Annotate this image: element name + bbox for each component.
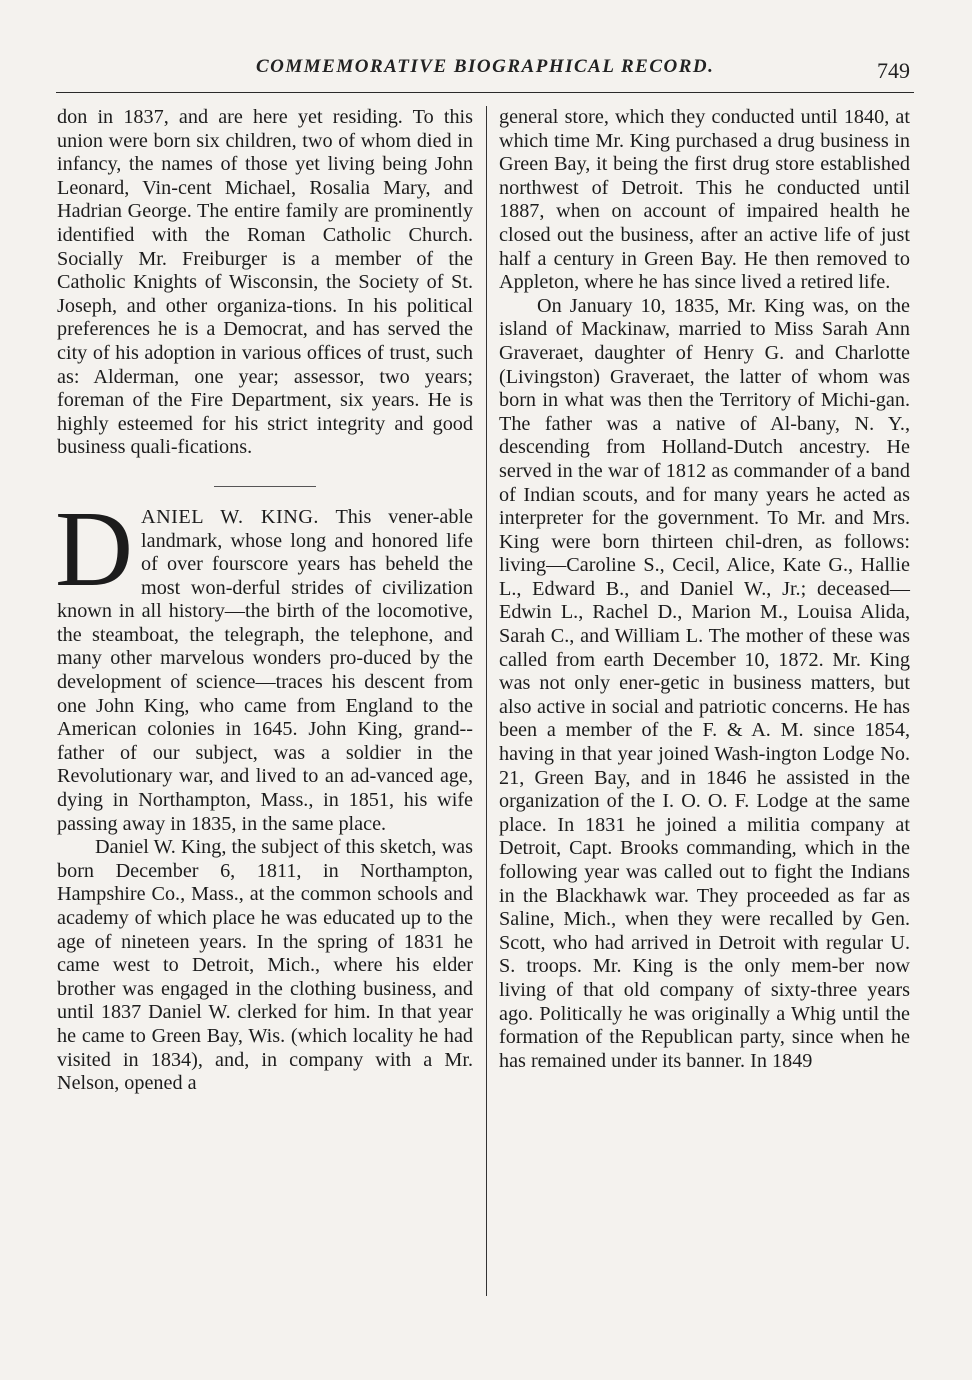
king-business-paragraph: general store, which they conducted until 1840, at which time Mr. King purchased a drug business in Green Bay, it being the first drug store established northwest of Detroit. This he conducted until 1887, when on account of impaired health he closed out the business, after an active life of just half a century in Green Bay. He then removed to Appleton, where he has since lived a retired life. bbox=[499, 106, 910, 294]
page-number: 749 bbox=[877, 58, 910, 83]
running-head-title: COMMEMORATIVE BIOGRAPHICAL RECORD. bbox=[256, 56, 715, 77]
column-divider-rule bbox=[486, 106, 487, 1296]
king-intro-paragraph bbox=[55, 489, 474, 836]
section-divider bbox=[57, 460, 473, 506]
left-column bbox=[57, 106, 473, 1096]
king-intro-text: This vener-able landmark, whose long and honored life of over fourscore years has beheld the most won-derful strides of civilization known in all history—the birth of the locomotive, the steamboat, the telegraph, the telephone, and many other marvelous wonders pro-duced by the development of science—traces his descent from one John King, who came from England to the American colonies in 1645. John King, grand-father of our subject, was a soldier in the Revolutionary war, and lived to an ad-vanced age, dying in Northampton, Mass., in 1851, his wife passing away in 1835, in the same place. bbox=[57, 505, 474, 835]
drop-cap-letter: D bbox=[55, 489, 133, 609]
page-header bbox=[56, 52, 914, 93]
subject-name-heading: ANIEL W. KING. bbox=[141, 505, 319, 528]
king-family-paragraph: On January 10, 1835, Mr. King was, on the island of Mackinaw, married to Miss Sarah Ann Graveraet, daughter of Henry G. and Charlotte (Livingston) Graveraet, the latter of whom was born in what was then the Territory of Michi-gan. The father was a native of Al-bany, N. Y., descending from Holland-Dutch ancestry. He served in the war of 1812 as commander of a band of Indian scouts, and for many years he acted as interpreter for the government. To Mr. and Mrs. King were born thirteen chil-dren, as follows: living—Caroline S., Cecil, Alice, Kate G., Hallie L., Edward B., and Daniel W., Jr.; deceased—Edwin L., Rachel D., Marion M., Louisa Alida, Sarah C., and William L. The mother of these was called from earth December 10, 1872. Mr. King was not only ener-getic in business matters, but also active in social and patriotic concerns. He has been a member of the F. & A. M. since 1854, having in that year joined Wash-ington Lodge No. 21, Green Bay, and in 1846 he assisted in the organization of the I. O. O. F. Lodge at the same place. In 1831 he joined a militia company at Detroit, Capt. Brooks commanding, which in the following year was called out to fight the Indians in the Blackhawk war. They proceeded as far as Saline, Mich., when they were recalled by Gen. Scott, who had arrived in Detroit with regular U. S. troops. Mr. King is the only mem-ber now living of that old company of sixty-three years ago. Politically he was originally a Whig until the formation of the Republican party, since when he has remained under its banner. In 1849 bbox=[499, 294, 910, 1072]
freiburger-continuation-paragraph: don in 1837, and are here yet residing. To this union were born six children, two of whom died in infancy, the names of those yet living being John Leonard, Vin-cent Michael, Rosalia Mary, and Hadrian George. The entire family are prominently identified with the Roman Catholic Church. Socially Mr. Freiburger is a member of the Catholic Knights of Wisconsin, the Society of St. Joseph, and other organiza-tions. In his political preferences he is a Democrat, and has served the city of his adoption in various offices of trust, such as: Alderman, one year; assessor, two years; foreman of the Fire Department, six years. He is highly esteemed for his strict integrity and good business quali-fications. bbox=[57, 106, 473, 459]
right-column bbox=[499, 106, 910, 1073]
king-early-life-paragraph: Daniel W. King, the subject of this sketch, was born December 6, 1811, in Northampton, Hampshire Co., Mass., at the common schools and academy of which place he was educated up to the age of nineteen years. In the spring of 1831 he came west to Detroit, Mich., where his elder brother was engaged in the clothing business, and until 1837 Daniel W. clerked for him. In that year he came to Green Bay, Wis. (which locality he had visited in 1834), and, in company with a Mr. Nelson, opened a bbox=[57, 836, 473, 1095]
